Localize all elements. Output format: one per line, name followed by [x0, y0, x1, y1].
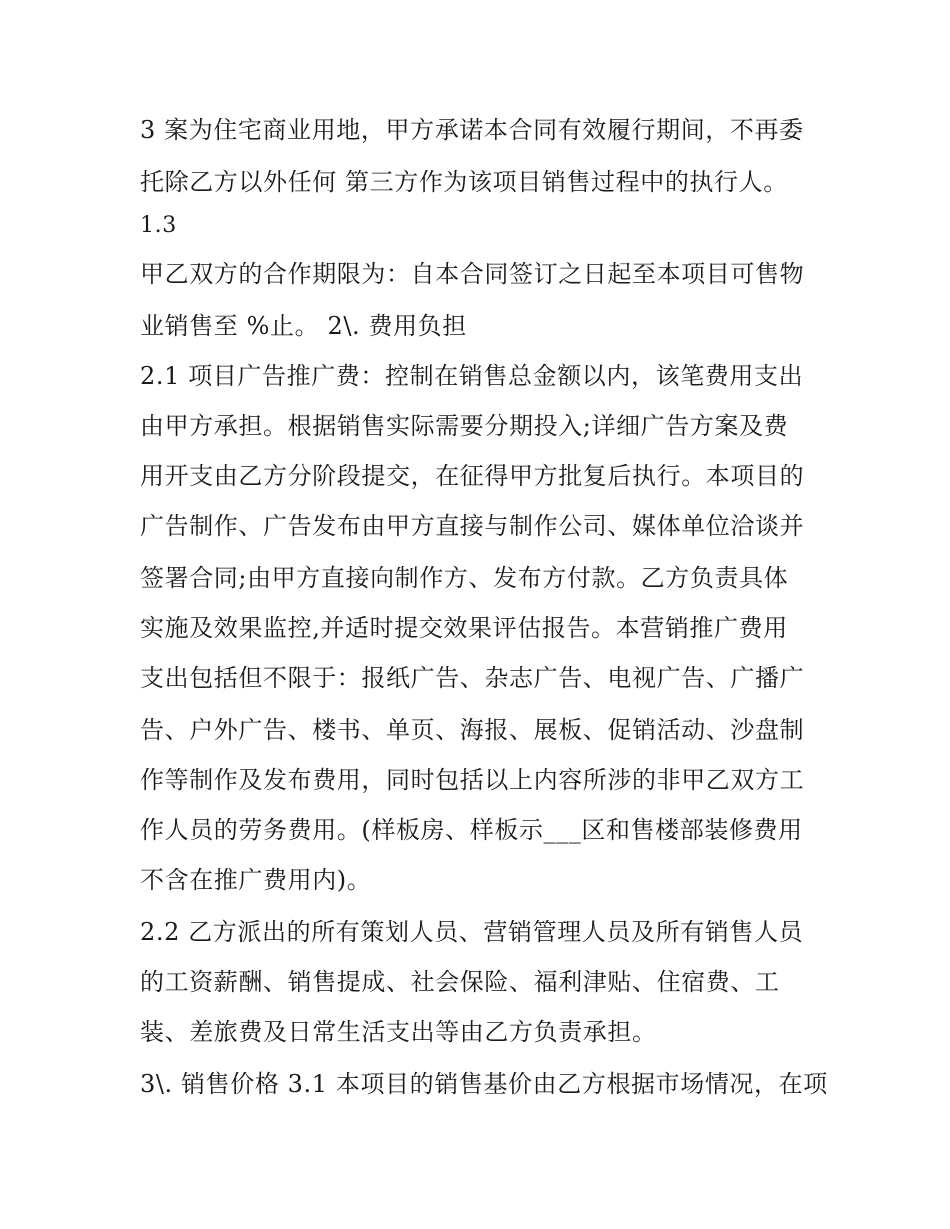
text-line: 告、户外广告、楼书、单页、海报、展板、促销活动、沙盘制	[140, 716, 805, 744]
text-line: 甲乙双方的合作期限为：自本合同签订之日起至本项目可售物	[140, 260, 805, 288]
text-line: 由甲方承担。根据销售实际需要分期投入;详细广告方案及费	[140, 412, 789, 440]
text-line: 托除乙方以外任何 第三方作为该项目销售过程中的执行人。	[140, 168, 788, 196]
text-line: 的工资薪酬、销售提成、社会保险、福利津贴、住宿费、工	[140, 968, 780, 996]
text-line: 支出包括但不限于：报纸广告、杂志广告、电视广告、广播广	[140, 664, 805, 692]
text-line: 签署合同;由甲方直接向制作方、发布方付款。乙方负责具体	[140, 564, 789, 592]
text-line: 3 案为住宅商业用地，甲方承诺本合同有效履行期间，不再委	[140, 116, 804, 144]
text-line: 实施及效果监控,并适时提交效果评估报告。本营销推广费用	[140, 614, 788, 642]
text-line: 广告制作、广告发布由甲方直接与制作公司、媒体单位洽谈并	[140, 512, 805, 540]
text-line: 作人员的劳务费用。(样板房、样板示___区和售楼部装修费用	[140, 816, 803, 844]
text-line: 用开支由乙方分阶段提交，在征得甲方批复后执行。本项目的	[140, 462, 805, 490]
text-line: 不含在推广费用内)。	[140, 866, 372, 894]
text-line: 装、差旅费及日常生活支出等由乙方负责承担。	[140, 1018, 657, 1046]
text-line: 2.2 乙方派出的所有策划人员、营销管理人员及所有销售人员	[140, 918, 804, 946]
text-line: 3\. 销售价格 3.1 本项目的销售基价由乙方根据市场情况，在项	[140, 1070, 828, 1098]
text-line: 作等制作及发布费用，同时包括以上内容所涉的非甲乙双方工	[140, 766, 805, 794]
text-line: 2.1 项目广告推广费：控制在销售总金额以内，该笔费用支出	[140, 362, 804, 390]
section-number: 1.3	[140, 213, 177, 238]
text-line: 业销售至 %止。 2\. 费用负担	[140, 312, 467, 340]
